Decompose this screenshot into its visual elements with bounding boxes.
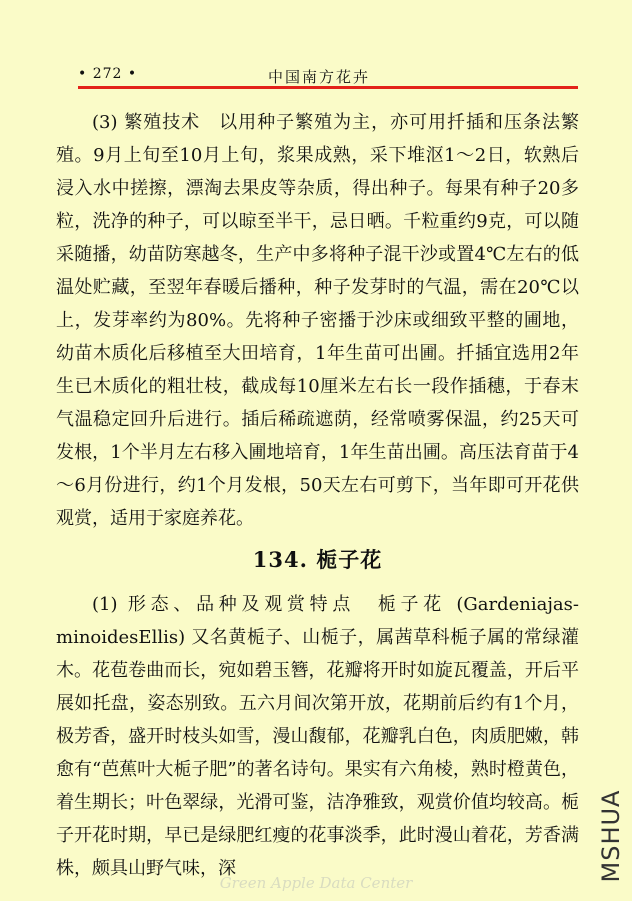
watermark: Green Apple Data Center (219, 874, 413, 892)
section-title: 134. 栀子花 (252, 547, 383, 572)
side-watermark (596, 786, 626, 886)
running-title: 中国南方花卉 (268, 68, 371, 86)
side-watermark-text: MSHUA (597, 789, 625, 883)
page-number: • 272 • (78, 66, 138, 82)
page-header (78, 66, 576, 86)
page-body (56, 106, 579, 885)
paragraph-propagation: (3) 繁殖技术 以用种子繁殖为主，亦可用扦插和压条法繁殖。9月上旬至10月上旬，浆果成熟，采下堆沤1～2日，软熟后浸入水中搓擦，漂淘去果皮等杂质，得出种子。每果有种子20多粒，洗净的种子，可以晾至半干，忌日晒。千粒重约9克，可以随采随播，幼苗防寒越冬，生产中多将种子混干沙或置4℃左右的低温处贮藏，至翌年春暖后播种，种子发芽时的气温，需在20℃以上，发芽率约为80%。先将种子密播于沙床或细致平整的圃地，幼苗木质化后移植至大田培育，1年生苗可出圃。扦插宜选用2年生已木质化的粗壮枝，截成每10厘米左右长一段作插穗，于春末气温稳定回升后进行。插后稀疏遮荫，经常喷雾保温，约25天可发根，1个半月左右移入圃地培育，1年生苗出圃。高压法育苗于4～6月份进行，约1个月发根，50天左右可剪下，当年即可开花供观赏，适用于家庭养花。 (56, 112, 579, 529)
paragraph-morphology: (1) 形态、品种及观赏特点 栀子花 (Gardeniajas-minoidesEllis) 又名黄栀子、山栀子，属茜草科栀子属的常绿灌木。花苞卷曲而长，宛如碧玉簪，花瓣将开时如旋瓦覆盖，开后平展如托盘，姿态别致。五六月间次第开放，花期前后约有1个月，极芳香，盛开时枝头如雪，漫山馥郁，花瓣乳白色，肉质肥嫩，韩愈有“芭蕉叶大栀子肥”的著名诗句。果实有六角棱，熟时橙黄色，着生期长；叶色翠绿，光滑可鉴，洁净雅致，观赏价值均较高。栀子开花时期，早已是绿肥红瘦的花事淡季，此时漫山着花，芳香满株，颇具山野气味，深 (56, 594, 579, 879)
header-rule (78, 86, 578, 89)
